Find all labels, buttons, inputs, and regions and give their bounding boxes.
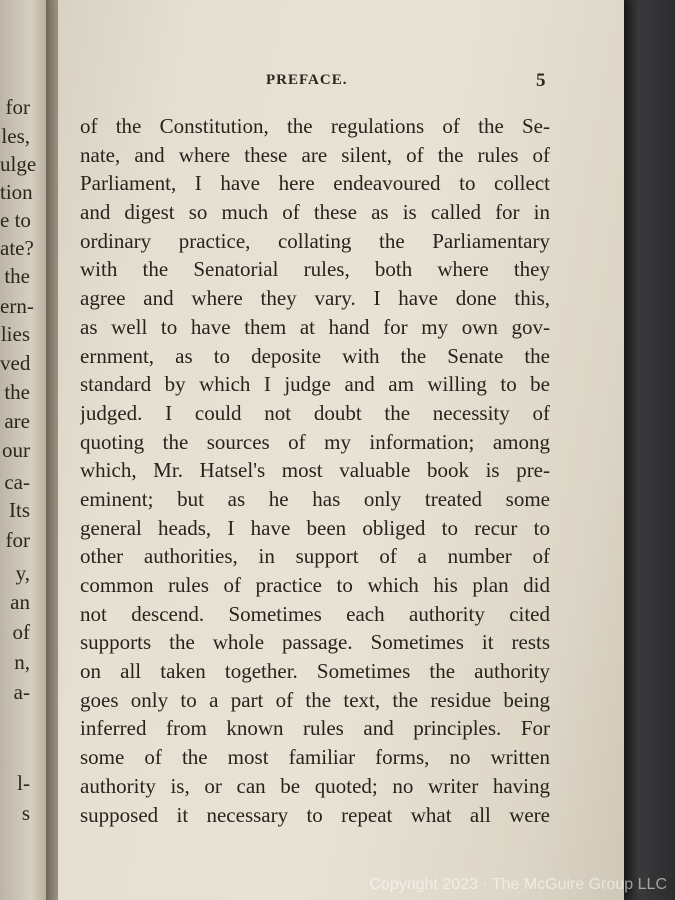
text-line: authority is, or can be quoted; no writer having <box>80 773 550 798</box>
text-line: of the Constitution, the regulations of the Se- <box>80 114 550 138</box>
text-line: eminent; but as he has only treated some <box>80 486 550 511</box>
text-line: quoting the sources of my information; among <box>80 429 550 454</box>
text-line: which, Mr. Hatsel's most valuable book is pre- <box>80 458 550 483</box>
facing-page-fragment: y, <box>15 561 30 585</box>
text-line: some of the most familiar forms, no written <box>80 745 550 770</box>
text-line: agree and where they vary. I have done this, <box>80 286 550 311</box>
running-head <box>58 70 624 94</box>
facing-page-fragment: Its <box>9 498 30 522</box>
facing-page-fragment: l- <box>17 771 30 795</box>
body-text <box>80 112 550 829</box>
text-line: Parliament, I have here endeavoured to collect <box>80 171 550 196</box>
facing-page-fragment: ulge <box>0 152 37 176</box>
text-line: ernment, as to deposite with the Senate the <box>80 343 550 368</box>
facing-page-fragment: ca- <box>4 470 30 494</box>
text-line: supports the whole passage. Sometimes it rests <box>80 630 550 655</box>
facing-page-fragment: the <box>4 264 30 288</box>
text-line: common rules of practice to which his plan did <box>80 573 550 597</box>
facing-page-fragment: an <box>10 590 30 614</box>
facing-page-fragment: our <box>2 438 30 462</box>
text-line: with the Senatorial rules, both where they <box>80 257 550 282</box>
text-line: judged. I could not doubt the necessity of <box>80 400 550 425</box>
text-line: supposed it necessary to repeat what all were <box>80 802 550 827</box>
facing-page-fragment: ern- <box>0 294 34 318</box>
facing-page-fragment: e to <box>0 208 31 232</box>
text-line: ordinary practice, collating the Parliamentary <box>80 228 550 253</box>
facing-page-fragment: for <box>5 95 30 119</box>
text-line: general heads, I have been obliged to recur to <box>80 515 550 540</box>
text-line: inferred from known rules and principles. For <box>80 716 550 741</box>
facing-page-fragment: a- <box>13 680 30 704</box>
copyright-watermark: Copyright 2023 · The McGuire Group LLC <box>369 876 667 893</box>
text-line: nate, and where these are silent, of the rules of <box>80 142 550 167</box>
facing-page-fragment: ate? <box>0 236 34 260</box>
text-line: not descend. Sometimes each authority cited <box>80 601 550 626</box>
facing-page-fragment: for <box>5 528 30 552</box>
facing-page-fragment: lies <box>0 322 30 346</box>
facing-page-fragment: ved <box>0 351 31 375</box>
page-number: 5 <box>536 70 546 91</box>
facing-page-fragment: n, <box>14 650 30 674</box>
facing-page-fragment: s <box>21 801 30 825</box>
book-page <box>58 0 624 900</box>
text-line: on all taken together. Sometimes the authority <box>80 659 550 684</box>
facing-page-fragment: tion <box>0 180 33 204</box>
text-line: as well to have them at hand for my own gov- <box>80 314 550 339</box>
text-line: and digest so much of these as is called for in <box>80 200 550 225</box>
facing-page-fragment: the <box>4 380 30 404</box>
facing-page-fragment: les, <box>1 124 30 148</box>
text-line: goes only to a part of the text, the residue being <box>80 687 550 712</box>
running-head-title: PREFACE. <box>266 72 348 88</box>
text-line: other authorities, in support of a number of <box>80 544 550 569</box>
facing-page-fragment: are <box>4 409 30 433</box>
facing-page-fragment: of <box>12 620 30 644</box>
table-background <box>615 0 675 900</box>
text-line: standard by which I judge and am willing to be <box>80 372 550 397</box>
